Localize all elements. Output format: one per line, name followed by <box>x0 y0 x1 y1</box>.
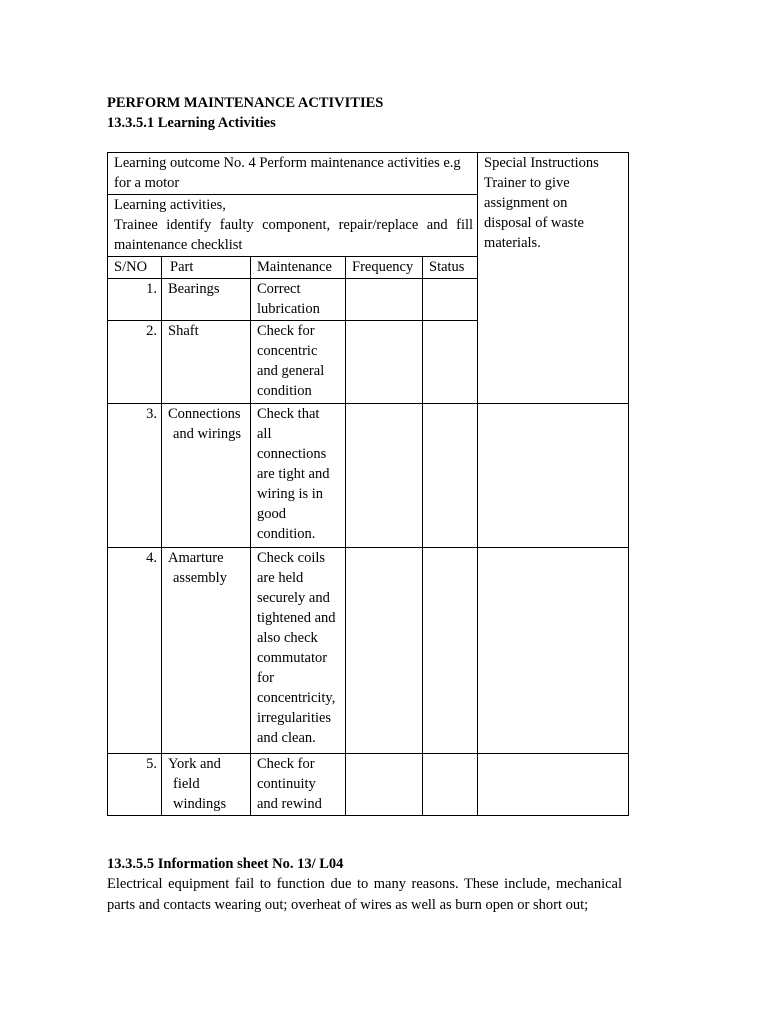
table-row <box>108 754 629 816</box>
learning-activities-cell <box>108 195 478 257</box>
learning-activities-title: Learning activities, <box>114 197 226 213</box>
row-part-line: assembly <box>173 570 227 586</box>
row-maintenance-line: condition. <box>257 526 316 542</box>
row-part-cell <box>162 404 251 548</box>
row-maintenance-line: good <box>257 506 286 522</box>
row-frequency-cell <box>346 321 423 404</box>
row-status-cell <box>423 548 478 754</box>
row-maintenance-line: Correct <box>257 281 301 297</box>
row-maintenance-cell <box>251 548 346 754</box>
row-maintenance-line: wiring is in <box>257 486 324 502</box>
row-maintenance-cell <box>251 404 346 548</box>
row-frequency-cell <box>346 754 423 816</box>
row-status-cell <box>423 404 478 548</box>
row-sno: 2. <box>146 323 157 339</box>
row-status-cell <box>423 321 478 404</box>
row-part-line: Shaft <box>168 323 199 339</box>
row-maintenance-line: connections <box>257 446 327 462</box>
row-sno-cell <box>108 404 162 548</box>
column-header-status: Status <box>423 257 478 279</box>
row-part-line: and wirings <box>173 426 242 442</box>
subsection-heading: 13.3.5.1 Learning Activities <box>107 115 276 131</box>
row-maintenance-cell <box>251 279 346 321</box>
row-maintenance-line: continuity <box>257 776 316 792</box>
column-header-sno: S/NO <box>108 257 162 279</box>
row-maintenance-line: and general <box>257 363 325 379</box>
row-frequency-cell <box>346 279 423 321</box>
information-sheet-body: Electrical equipment fail to function due to many reasons. These include, mechanical parts and contacts wearing out; overheat of wires as well as burn open or short out; <box>107 876 622 913</box>
row-part-line: York and <box>168 756 221 772</box>
row-maintenance-line: Check that <box>257 406 320 422</box>
learning-outcome-text: Learning outcome No. 4 Perform maintenance activities e.g for a motor <box>114 155 461 191</box>
row-sno-cell <box>108 321 162 404</box>
row-part-line: Connections <box>168 406 241 422</box>
special-instructions-line: disposal of waste <box>484 215 584 231</box>
row-sno: 5. <box>146 756 157 772</box>
row-part-line: Bearings <box>168 281 220 297</box>
row-part-line: windings <box>173 796 227 812</box>
special-instructions-cell <box>478 153 629 404</box>
learning-activities-body: Trainee identify faulty component, repair/replace and fill maintenance checklist <box>114 217 474 253</box>
column-header-part: Part <box>162 257 251 279</box>
row-maintenance-line: condition <box>257 383 312 399</box>
special-instructions-line: assignment on <box>484 195 568 211</box>
row-maintenance-line: are held <box>257 570 304 586</box>
row-part-cell <box>162 548 251 754</box>
row-part-cell <box>162 321 251 404</box>
special-instructions-title: Special Instructions <box>484 155 599 171</box>
row-sno-cell <box>108 279 162 321</box>
row-maintenance-line: and rewind <box>257 796 322 812</box>
row-part-line: Amarture <box>168 550 224 566</box>
row-sno-cell <box>108 754 162 816</box>
row-maintenance-line: all <box>257 426 272 442</box>
row-maintenance-line: are tight and <box>257 466 330 482</box>
row-maintenance-line: for <box>257 670 274 686</box>
row-maintenance-line: Check coils <box>257 550 326 566</box>
row-special-cell <box>478 754 629 816</box>
learning-outcome-cell <box>108 153 478 195</box>
row-part-cell <box>162 279 251 321</box>
special-instructions-line: Trainer to give <box>484 175 570 191</box>
row-special-cell <box>478 548 629 754</box>
row-maintenance-line: tightened and <box>257 610 336 626</box>
row-maintenance-line: commutator <box>257 650 328 666</box>
row-sno: 3. <box>146 406 157 422</box>
row-maintenance-line: securely and <box>257 590 330 606</box>
row-maintenance-line: concentricity, <box>257 690 336 706</box>
row-maintenance-line: Check for <box>257 756 315 772</box>
table-row <box>108 548 629 754</box>
row-maintenance-line: concentric <box>257 343 318 359</box>
row-sno: 1. <box>146 281 157 297</box>
row-sno: 4. <box>146 550 157 566</box>
row-maintenance-line: also check <box>257 630 318 646</box>
row-status-cell <box>423 279 478 321</box>
row-status-cell <box>423 754 478 816</box>
row-special-cell <box>478 404 629 548</box>
column-header-frequency: Frequency <box>346 257 423 279</box>
row-part-line: field <box>173 776 200 792</box>
row-maintenance-line: and clean. <box>257 730 316 746</box>
row-maintenance-line: irregularities <box>257 710 332 726</box>
row-maintenance-cell <box>251 754 346 816</box>
table-row <box>108 404 629 548</box>
special-instructions-line: materials. <box>484 235 541 251</box>
row-frequency-cell <box>346 548 423 754</box>
column-header-maintenance: Maintenance <box>251 257 346 279</box>
information-sheet-title: 13.3.5.5 Information sheet No. 13/ L04 <box>107 856 344 872</box>
learning-activities-table <box>107 152 629 816</box>
row-maintenance-line: lubrication <box>257 301 320 317</box>
section-heading: PERFORM MAINTENANCE ACTIVITIES <box>107 95 384 111</box>
row-maintenance-line: Check for <box>257 323 315 339</box>
row-maintenance-cell <box>251 321 346 404</box>
row-frequency-cell <box>346 404 423 548</box>
row-sno-cell <box>108 548 162 754</box>
row-part-cell <box>162 754 251 816</box>
